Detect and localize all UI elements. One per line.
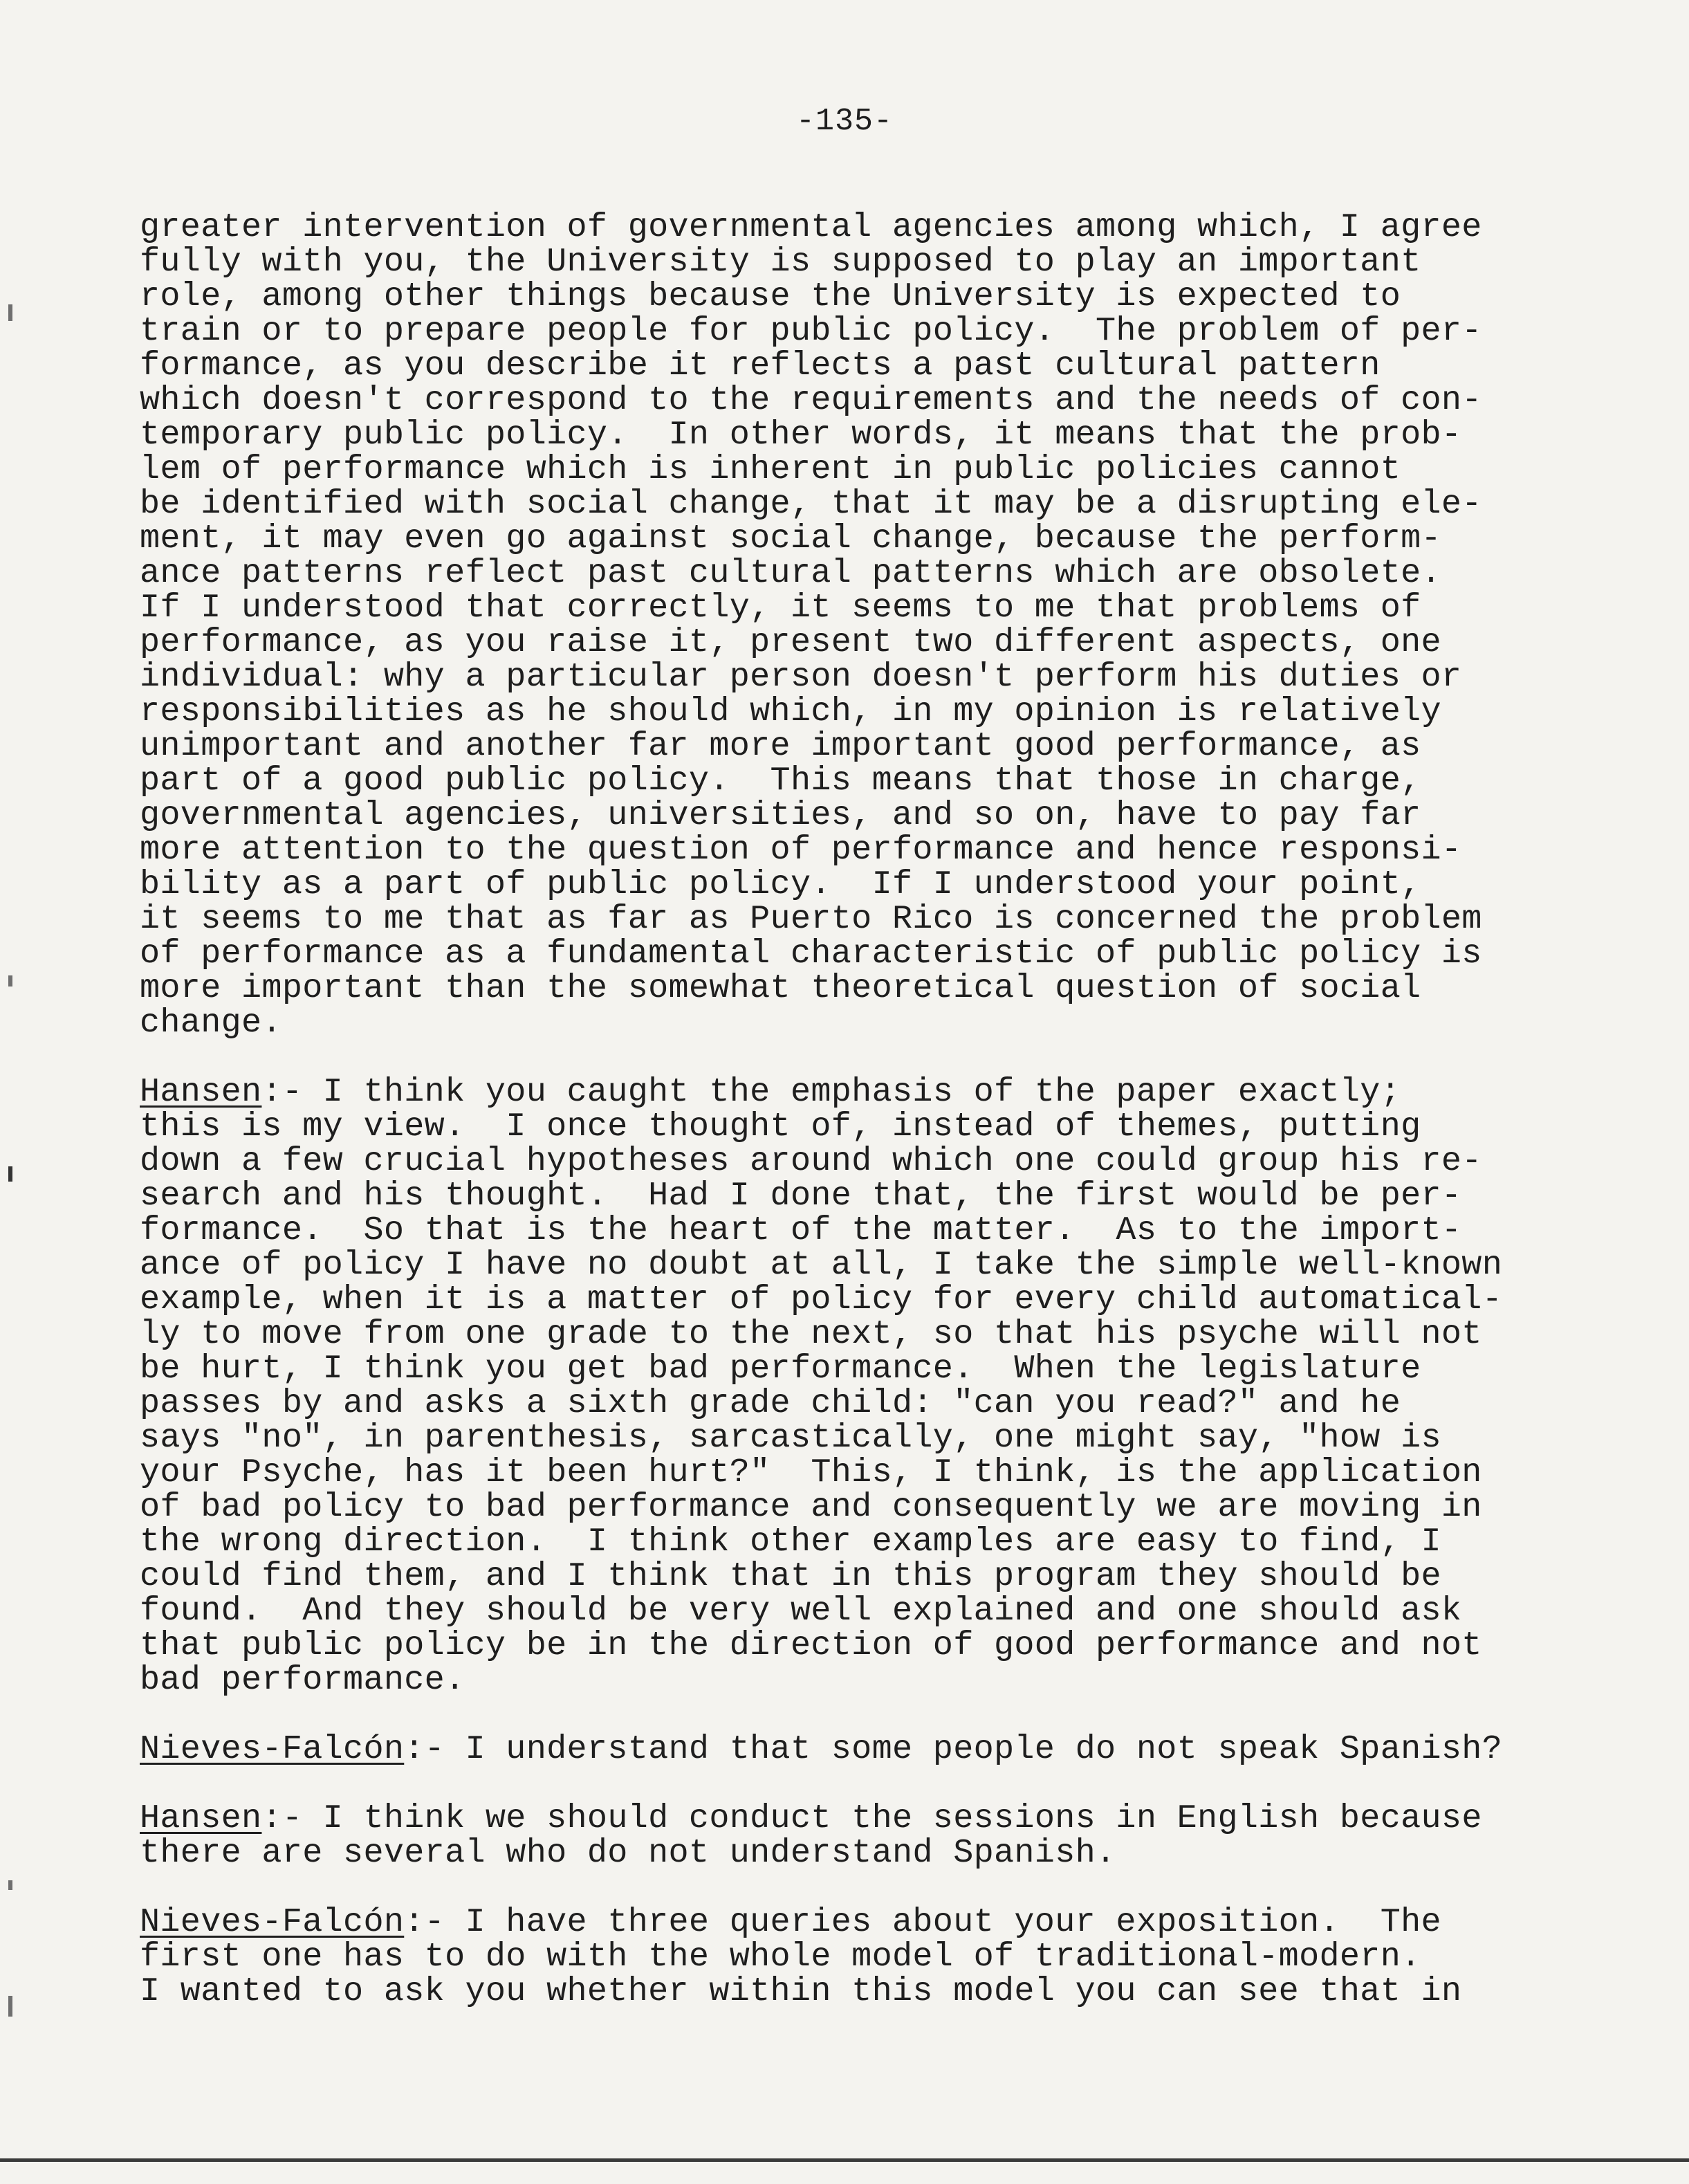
text-line: first one has to do with the whole model of traditional-modern. — [140, 1938, 1421, 1976]
scan-margin-mark — [8, 1996, 12, 2017]
text-line: more attention to the question of performance and hence responsi- — [140, 831, 1462, 869]
text-line: be hurt, I think you get bad performance. When the legislature — [140, 1350, 1421, 1388]
text-line: formance, as you describe it reflects a past cultural pattern — [140, 347, 1381, 385]
text-line: of performance as a fundamental characteristic of public policy is — [140, 935, 1482, 973]
text-line: says "no", in parenthesis, sarcastically, one might say, "how is — [140, 1419, 1441, 1457]
text-line: individual: why a particular person doesn't perform his duties or — [140, 658, 1462, 696]
scan-margin-mark — [8, 1166, 12, 1182]
text-line: bad performance. — [140, 1661, 465, 1699]
speech-text: :- I understand that some people do not speak Spanish? — [404, 1730, 1503, 1768]
text-line: found. And they should be very well explained and one should ask — [140, 1592, 1462, 1630]
text-line: passes by and asks a sixth grade child: "can you read?" and he — [140, 1384, 1401, 1422]
text-line: If I understood that correctly, it seems to me that problems of — [140, 589, 1421, 627]
text-line: more important than the somewhat theoretical question of social — [140, 969, 1421, 1007]
text-line: which doesn't correspond to the requirements and the needs of con- — [140, 381, 1482, 419]
text-line: your Psyche, has it been hurt?" This, I think, is the application — [140, 1453, 1482, 1492]
text-line: formance. So that is the heart of the matter. As to the import- — [140, 1211, 1462, 1249]
text-line — [140, 1732, 1502, 1767]
text-line: bility as a part of public policy. If I understood your point, — [140, 865, 1421, 903]
text-line: performance, as you raise it, present two different aspects, one — [140, 623, 1441, 661]
text-line: unimportant and another far more important good performance, as — [140, 727, 1421, 765]
text-line: be identified with social change, that it may be a disrupting ele- — [140, 485, 1482, 523]
speaker-name: Hansen — [140, 1073, 262, 1111]
scan-margin-mark — [8, 975, 12, 987]
text-line: ment, it may even go against social change, because the perform- — [140, 520, 1441, 558]
text-line: fully with you, the University is supposed to play an important — [140, 243, 1421, 281]
text-line: part of a good public policy. This means that those in charge, — [140, 762, 1421, 800]
text-line: temporary public policy. In other words, it means that the prob- — [140, 416, 1462, 454]
page-bottom-edge — [0, 2158, 1689, 2162]
text-line: could find them, and I think that in this program they should be — [140, 1557, 1441, 1595]
scan-margin-mark — [8, 304, 12, 321]
text-line: role, among other things because the University is expected to — [140, 277, 1401, 315]
speaker-name: Nieves-Falcón — [140, 1730, 405, 1768]
text-line: example, when it is a matter of policy for every child automatical- — [140, 1281, 1503, 1319]
text-line: I wanted to ask you whether within this model you can see that in — [140, 1972, 1462, 2010]
text-line: the wrong direction. I think other examples are easy to find, I — [140, 1523, 1441, 1561]
text-line: of bad policy to bad performance and consequently we are moving in — [140, 1488, 1482, 1526]
text-line: search and his thought. Had I done that, the first would be per- — [140, 1177, 1462, 1215]
speaker-name: Nieves-Falcón — [140, 1903, 405, 1941]
text-line — [140, 1801, 1482, 1836]
text-line: this is my view. I once thought of, instead of themes, putting — [140, 1108, 1421, 1146]
text-line: that public policy be in the direction of good performance and not — [140, 1626, 1482, 1664]
text-line: it seems to me that as far as Puerto Rico is concerned the problem — [140, 900, 1482, 938]
text-line: down a few crucial hypotheses around which one could group his re- — [140, 1142, 1482, 1180]
page-number: -135- — [795, 104, 894, 139]
text-line: lem of performance which is inherent in public policies cannot — [140, 450, 1401, 488]
text-line — [140, 1075, 1401, 1110]
text-line: train or to prepare people for public policy. The problem of per- — [140, 312, 1482, 350]
text-line: change. — [140, 1004, 282, 1042]
text-line: governmental agencies, universities, and so on, have to pay far — [140, 796, 1421, 834]
speech-text: :- I have three queries about your exposition. The — [404, 1903, 1441, 1941]
text-line: greater intervention of governmental agencies among which, I agree — [140, 208, 1482, 246]
speech-text: :- I think we should conduct the sessions in English because — [261, 1799, 1482, 1837]
text-line: ly to move from one grade to the next, so that his psyche will not — [140, 1315, 1482, 1353]
text-line: responsibilities as he should which, in my opinion is relatively — [140, 692, 1441, 731]
text-line: there are several who do not understand Spanish. — [140, 1834, 1116, 1872]
scan-margin-mark — [8, 1880, 12, 1890]
text-line: ance patterns reflect past cultural patterns which are obsolete. — [140, 554, 1441, 592]
speech-text: :- I think you caught the emphasis of the paper exactly; — [261, 1073, 1401, 1111]
text-line: ance of policy I have no doubt at all, I take the simple well-known — [140, 1246, 1503, 1284]
text-line — [140, 1905, 1441, 1940]
speaker-name: Hansen — [140, 1799, 262, 1837]
